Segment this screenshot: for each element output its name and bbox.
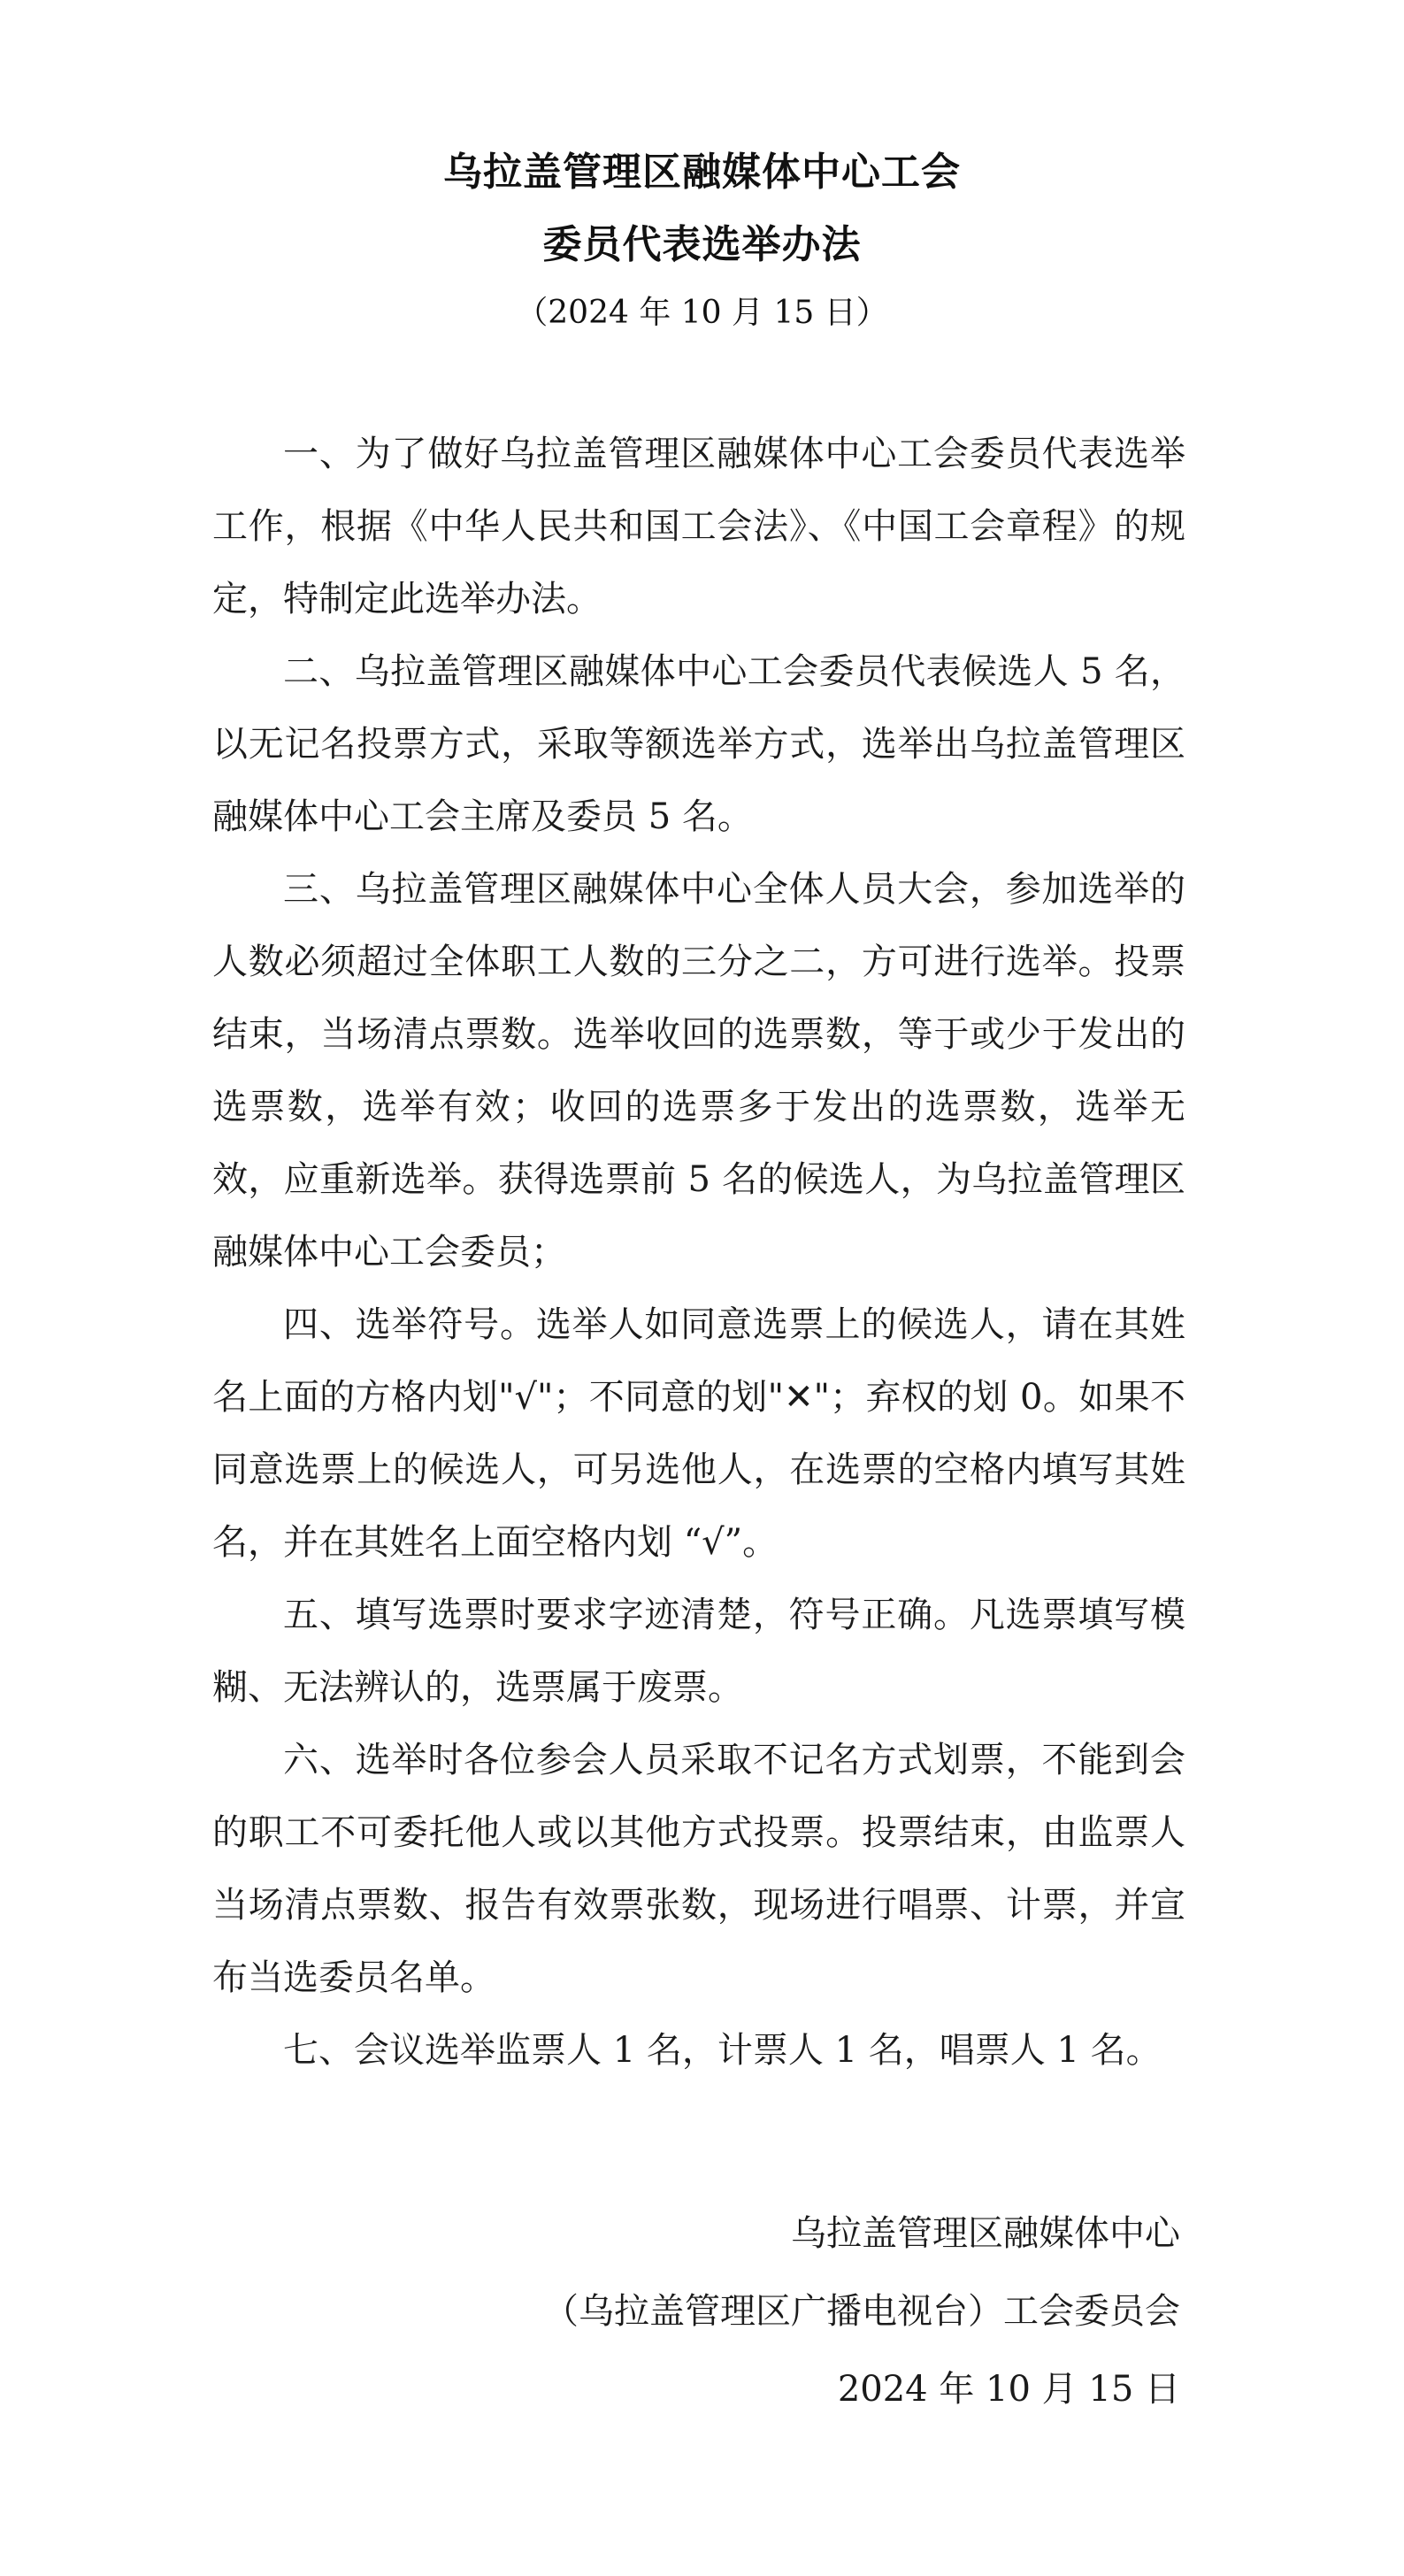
document-title-date: （2024 年 10 月 15 日）	[516, 295, 888, 331]
paragraph-3: 三、乌拉盖管理区融媒体中心全体人员大会，参加选举的人数必须超过全体职工人数的三分之二，方可进行选举。投票结束，当场清点票数。选举收回的选票数，等于或少于发出的选票数，选举有效；收回的选票多于发出的选票数，选举无效，应重新选举。获得选票前 5 名的候选人，为乌拉盖管理区融媒体中心工会委员；	[212, 869, 1185, 1273]
signature-date: 2024 年 10 月 15 日	[837, 2369, 1180, 2410]
document-title-line1: 乌拉盖管理区融媒体中心工会	[443, 150, 961, 195]
signature-organization: 乌拉盖管理区融媒体中心	[791, 2213, 1180, 2254]
document-body	[212, 418, 1185, 2087]
paragraph-1: 一、为了做好乌拉盖管理区融媒体中心工会委员代表选举工作，根据《中华人民共和国工会法》、《中国工会章程》的规定，特制定此选举办法。	[212, 434, 1185, 619]
paragraph-4: 四、选举符号。选举人如同意选票上的候选人，请在其姓名上面的方格内划"√"；不同意的划"✕"；弃权的划 0。如果不同意选票上的候选人，可另选他人，在选票的空格内填写其姓名，并在其姓名上面空格内划 “√”。	[212, 1304, 1185, 1563]
paragraph-2: 二、乌拉盖管理区融媒体中心工会委员代表候选人 5 名，以无记名投票方式，采取等额选举方式，选举出乌拉盖管理区融媒体中心工会主席及委员 5 名。	[212, 651, 1185, 837]
paragraph-5: 五、填写选票时要求字迹清楚，符号正确。凡选票填写模糊、无法辨认的，选票属于废票。	[212, 1595, 1185, 1708]
document-title-line2: 委员代表选举办法	[542, 222, 862, 267]
paragraph-7: 七、会议选举监票人 1 名，计票人 1 名，唱票人 1 名。	[283, 2030, 1162, 2071]
signature-committee: （乌拉盖管理区广播电视台）工会委员会	[543, 2291, 1180, 2332]
paragraph-6: 六、选举时各位参会人员采取不记名方式划票，不能到会的职工不可委托他人或以其他方式投票。投票结束，由监票人当场清点票数、报告有效票张数，现场进行唱票、计票，并宣布当选委员名单。	[212, 1740, 1185, 1998]
